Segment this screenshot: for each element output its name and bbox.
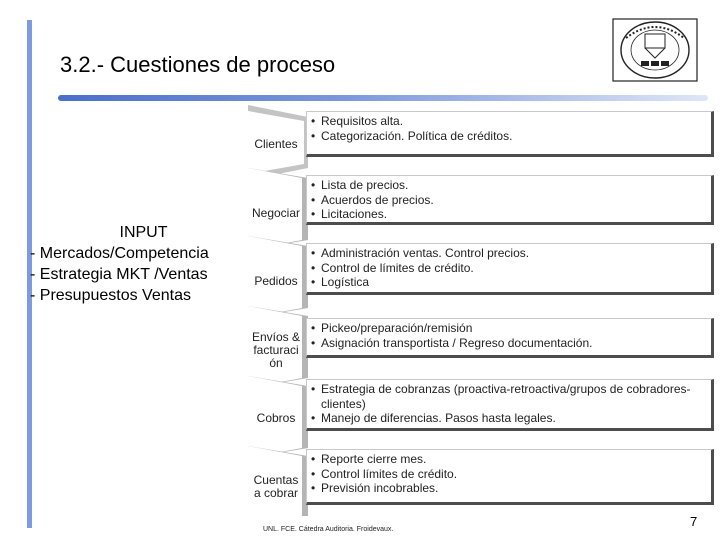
input-item: - Mercados/Competencia: [30, 245, 209, 262]
detail-bullet: • Categorización. Política de créditos.: [311, 129, 711, 144]
detail-bullet: • Requisitos alta.: [311, 114, 711, 129]
step-label: Clientes: [254, 137, 298, 151]
detail-bullet: • Control de límites de crédito.: [311, 261, 711, 276]
university-seal-icon: [612, 18, 698, 82]
step-label: Pedidos: [254, 274, 298, 288]
step-label: [248, 474, 304, 500]
step-label: [248, 331, 304, 370]
detail-bullet: • Acuerdos de precios.: [311, 193, 711, 208]
step-label-line: Envíos &: [251, 330, 301, 344]
step-label-line: ón: [269, 356, 283, 370]
step-detail-panel: [306, 318, 714, 358]
detail-bullet: • Reporte cierre mes.: [311, 452, 711, 467]
step-label: Cobros: [256, 411, 296, 425]
page-number: 7: [690, 514, 698, 529]
detail-bullet: • Administración ventas. Control precios.: [311, 246, 711, 261]
step-label-line: Cuentas: [253, 473, 299, 487]
step-detail-panel: [306, 449, 714, 505]
detail-bullet: • Logística: [311, 275, 711, 290]
title-underline: [58, 95, 708, 101]
step-label-line: a cobrar: [253, 486, 299, 500]
step-detail-panel: [306, 243, 714, 295]
detail-bullet: • Licitaciones.: [311, 207, 711, 222]
input-heading: INPUT: [119, 224, 168, 241]
detail-bullet: • Lista de precios.: [311, 178, 711, 193]
input-item: - Presupuestos Ventas: [30, 287, 191, 304]
slide-title: 3.2.- Cuestiones de proceso: [60, 52, 336, 77]
input-block: [30, 222, 245, 306]
step-detail-panel: [306, 379, 714, 431]
detail-bullet: • Asignación transportista / Regreso documentación.: [311, 336, 711, 351]
detail-bullet: • Pickeo/preparación/remisión: [311, 321, 711, 336]
step-label: Negociar: [251, 206, 301, 220]
detail-bullet: • Manejo de diferencias. Pasos hasta legales.: [311, 411, 711, 426]
step-detail-panel: [306, 111, 714, 157]
detail-bullet: • Estrategia de cobranzas (proactiva-retroactiva/grupos de cobradores-clientes): [311, 382, 711, 411]
detail-bullet: • Control límites de crédito.: [311, 467, 711, 482]
detail-bullet: • Previsión incobrables.: [311, 481, 711, 496]
step-label-line: facturaci: [253, 343, 299, 357]
input-item: - Estrategia MKT /Ventas: [30, 266, 208, 283]
footer-credit: UNL. FCE. Cátedra Auditoria. Froidevaux.: [263, 526, 394, 533]
step-detail-panel: [306, 175, 714, 225]
process-step-cuentas-a-cobrar: [248, 446, 308, 516]
